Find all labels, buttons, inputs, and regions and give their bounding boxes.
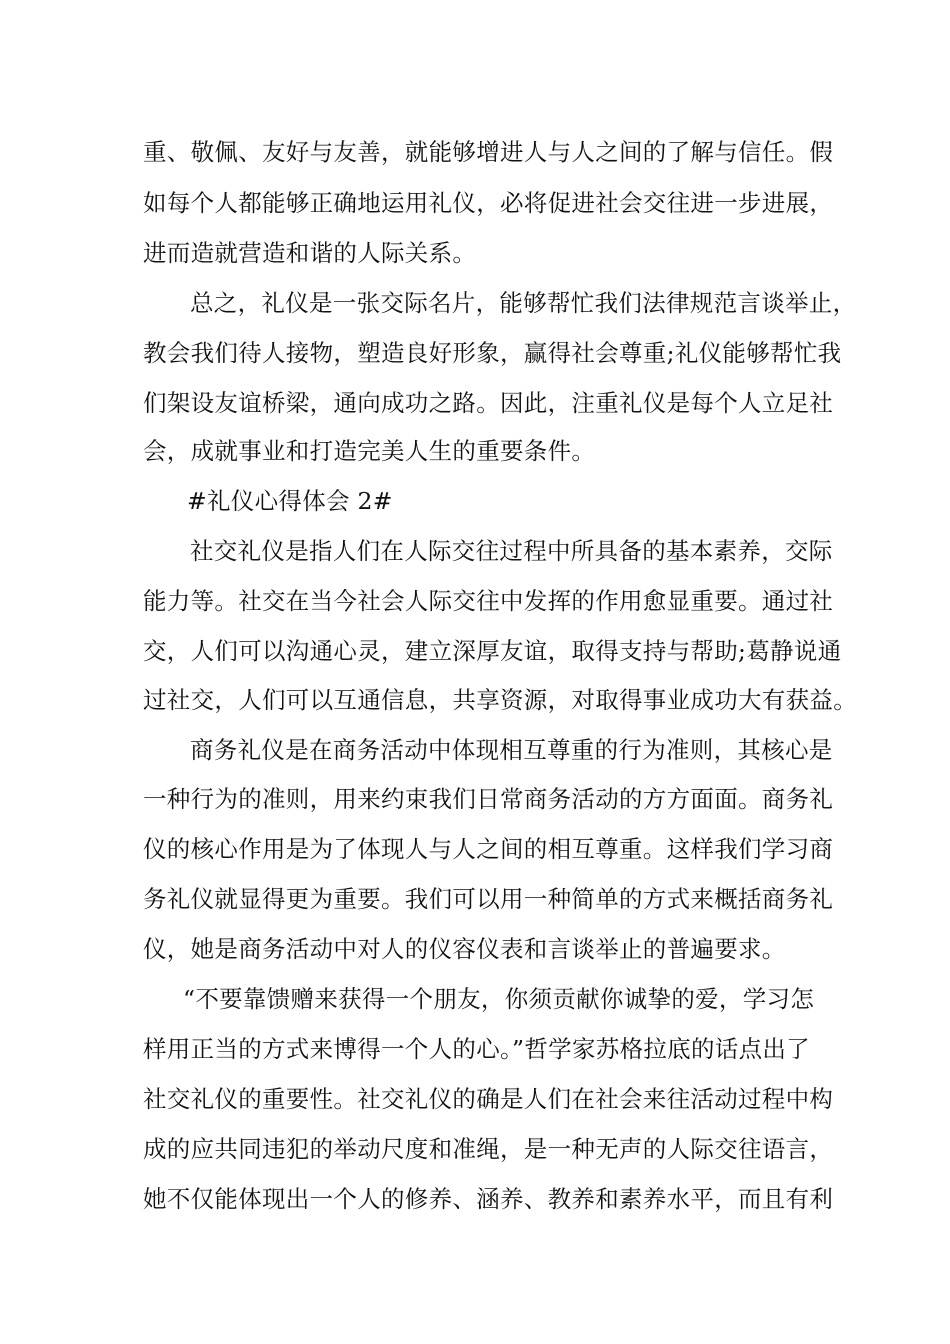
paragraph-line: 过社交，人们可以互通信息，共享资源，对取得事业成功大有获益。 <box>143 686 857 714</box>
paragraph-line: 能力等。社交在当今社会人际交往中发挥的作用愈显重要。通过社 <box>143 587 834 615</box>
paragraph-line: 成的应共同违犯的举动尺度和准绳，是一种无声的人际交往语言， <box>143 1135 834 1163</box>
paragraph-line: 社交礼仪的重要性。社交礼仪的确是人们在社会来往活动过程中构 <box>143 1085 834 1113</box>
paragraph-line: 如每个人都能够正确地运用礼仪，必将促进社会交往进一步进展， <box>143 189 834 217</box>
section-heading: #礼仪心得体会 2# <box>187 487 393 515</box>
paragraph-line: 仪，她是商务活动中对人的仪容仪表和言谈举止的普遍要求。 <box>143 935 786 963</box>
paragraph-line: 社交礼仪是指人们在人际交往过程中所具备的基本素养，交际 <box>190 537 833 565</box>
paragraph-line: 会，成就事业和打造完美人生的重要条件。 <box>143 437 596 465</box>
paragraph-line: 务礼仪就显得更为重要。我们可以用一种简单的方式来概括商务礼 <box>143 885 834 913</box>
paragraph-line: 重、敬佩、友好与友善，就能够增进人与人之间的了解与信任。假 <box>143 138 834 166</box>
paragraph-line: 总之，礼仪是一张交际名片，能够帮忙我们法律规范言谈举止， <box>190 289 857 317</box>
paragraph-line: 们架设友谊桥梁，通向成功之路。因此，注重礼仪是每个人立足社 <box>143 389 834 417</box>
paragraph-line: 样用正当的方式来博得一个人的心。”哲学家苏格拉底的话点出了 <box>143 1035 810 1063</box>
paragraph-line: “不要靠馈赠来获得一个朋友，你须贡献你诚挚的爱，学习怎 <box>183 985 815 1013</box>
paragraph-line: 教会我们待人接物，塑造良好形象，赢得社会尊重;礼仪能够帮忙我 <box>143 339 842 367</box>
paragraph-line: 商务礼仪是在商务活动中体现相互尊重的行为准则，其核心是 <box>190 736 833 764</box>
paragraph-line: 进而造就营造和谐的人际关系。 <box>143 239 477 267</box>
paragraph-line: 交，人们可以沟通心灵，建立深厚友谊，取得支持与帮助;葛静说通 <box>143 637 842 665</box>
paragraph-line: 一种行为的准则，用来约束我们日常商务活动的方方面面。商务礼 <box>143 785 834 813</box>
paragraph-line: 仪的核心作用是为了体现人与人之间的相互尊重。这样我们学习商 <box>143 835 834 863</box>
paragraph-line: 她不仅能体现出一个人的修养、涵养、教养和素养水平，而且有利 <box>143 1185 834 1213</box>
